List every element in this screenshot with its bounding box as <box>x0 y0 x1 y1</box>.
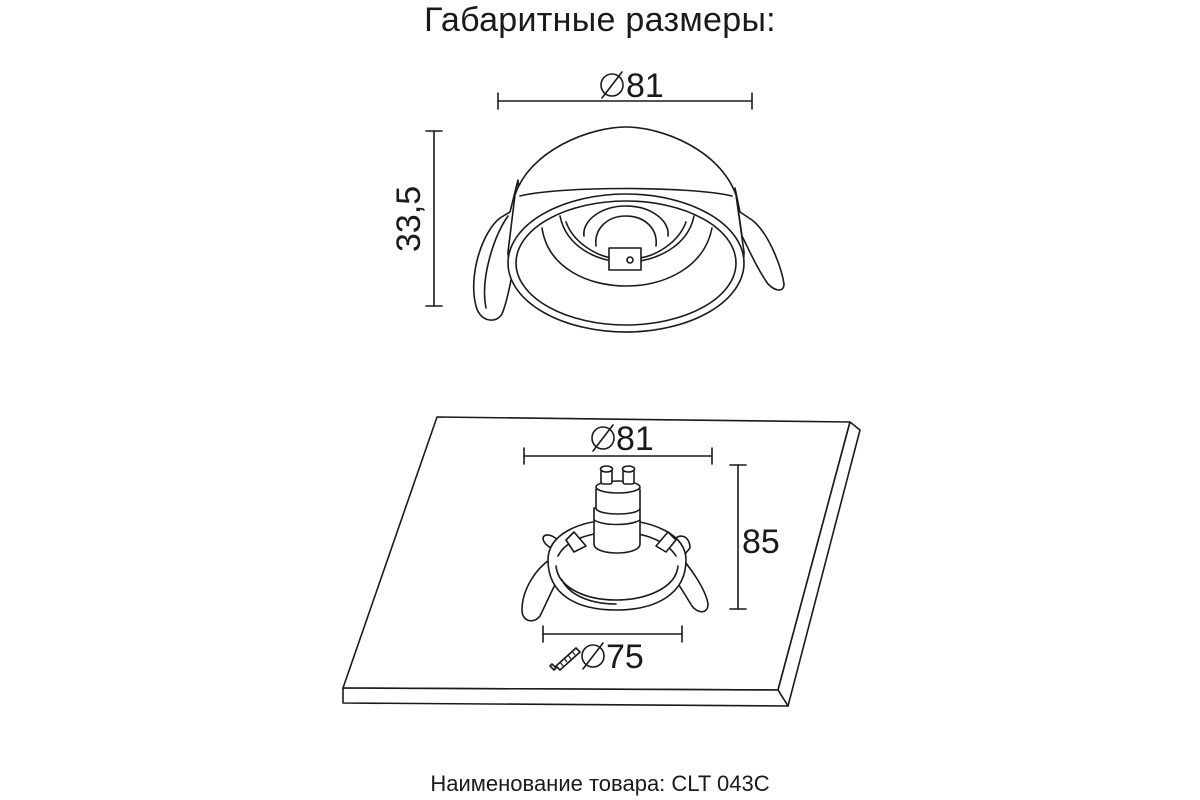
luminaire-body <box>508 127 744 332</box>
side-diameter-dimension <box>498 67 752 109</box>
install-diameter-label: 81 <box>616 420 654 458</box>
install-view <box>343 417 860 706</box>
side-view <box>390 67 784 332</box>
side-height-dimension <box>390 131 442 306</box>
page-title: Габаритные размеры: <box>424 1 776 39</box>
install-height-label: 85 <box>742 523 780 561</box>
side-height-label: 33,5 <box>390 185 428 252</box>
product-name: Наименование товара: CLT 043C <box>430 771 770 796</box>
cutout-label: 75 <box>606 638 644 676</box>
side-diameter-label: 81 <box>626 67 664 105</box>
diameter-symbol-icon <box>601 72 623 98</box>
